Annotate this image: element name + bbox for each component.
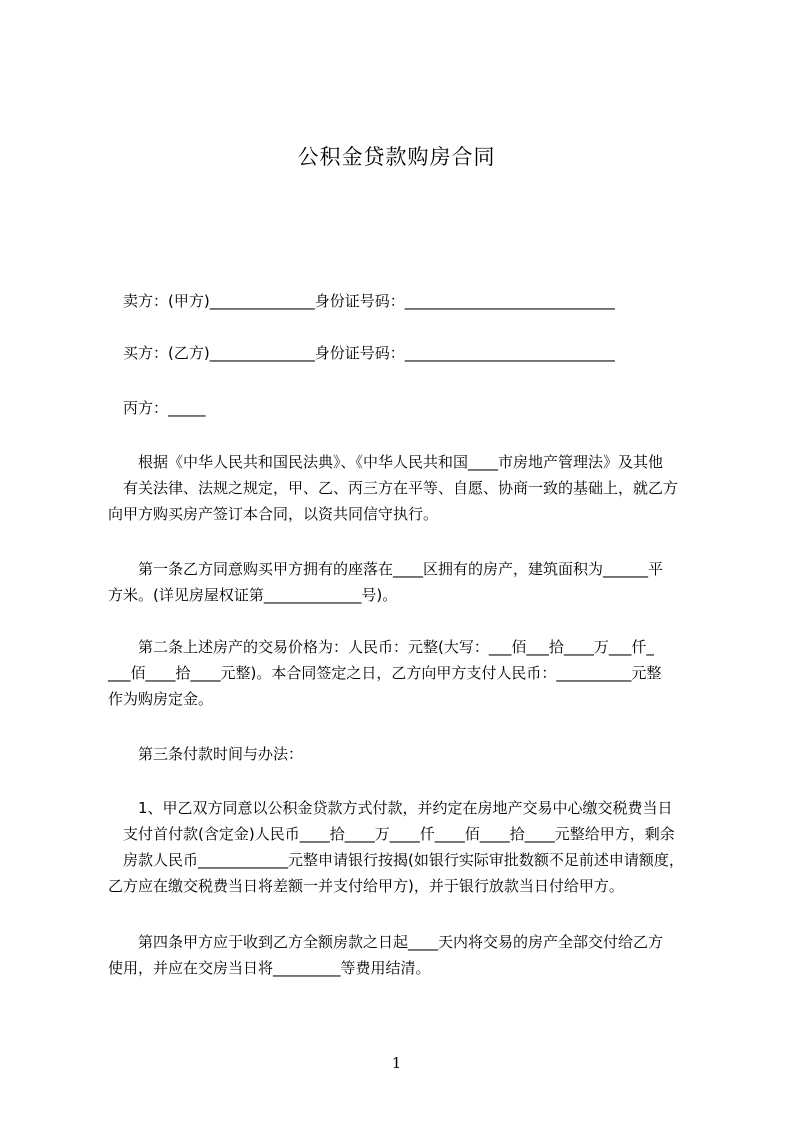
text-line: 丙方：_____ xyxy=(108,399,206,417)
document-title: 公积金贷款购房合同 xyxy=(297,145,496,169)
text-line: 向甲方购买房产签订本合同，以资共同信守执行。 xyxy=(108,505,439,523)
article-1-paragraph xyxy=(108,556,708,608)
text-line: 根据《中华人民共和国民法典》、《中华人民共和国____市房地产管理法》及其他 xyxy=(108,453,664,471)
text-line: 第一条乙方同意购买甲方拥有的座落在____区拥有的房产，建筑面积为______平 xyxy=(108,560,664,578)
text-line: 使用，并应在交房当日将_________等费用结清。 xyxy=(108,959,431,977)
article-3-clause-1 xyxy=(108,795,708,899)
text-line: 买方：(乙方)______________身份证号码：____________________________ xyxy=(108,344,615,362)
text-line: 卖方：(甲方)______________身份证号码：____________________________ xyxy=(108,292,615,310)
text-line: 作为购房定金。 xyxy=(108,690,214,708)
text-line: 乙方应在缴交税费当日将差额一并支付给甲方)，并于银行放款当日付给甲方。 xyxy=(108,877,624,895)
text-line: 房款人民币____________元整申请银行按揭(如银行实际审批数额不足前述申请额度， xyxy=(108,851,684,869)
text-line: 1、甲乙双方同意以公积金贷款方式付款，并约定在房地产交易中心缴交税费当日 xyxy=(108,799,673,817)
preamble-paragraph xyxy=(108,449,708,527)
text-line: 支付首付款(含定金)人民币____拾____万____仟____佰____拾____元整给甲方，剩余 xyxy=(108,825,675,843)
third-party-line xyxy=(108,395,708,421)
page-number: 1 xyxy=(391,1054,402,1072)
text-line: 第二条上述房产的交易价格为：人民币：元整(大写：___佰___拾____万___仟_ xyxy=(108,638,654,656)
text-line: 第三条付款时间与办法： xyxy=(108,745,304,763)
text-line: 第四条甲方应于收到乙方全额房款之日起____天内将交易的房产全部交付给乙方 xyxy=(108,933,664,951)
article-4-paragraph xyxy=(108,929,708,981)
buyer-line xyxy=(108,340,708,366)
text-line: 有关法律、法规之规定，甲、乙、丙三方在平等、自愿、协商一致的基础上，就乙方 xyxy=(108,479,679,497)
text-line: 方米。(详见房屋权证第_____________号)。 xyxy=(108,586,398,604)
text-line: ___佰____拾____元整)。本合同签定之日，乙方向甲方支付人民币：__________元整 xyxy=(108,664,662,682)
seller-line xyxy=(108,288,708,314)
article-3-heading xyxy=(108,741,708,767)
article-2-paragraph xyxy=(108,634,708,712)
